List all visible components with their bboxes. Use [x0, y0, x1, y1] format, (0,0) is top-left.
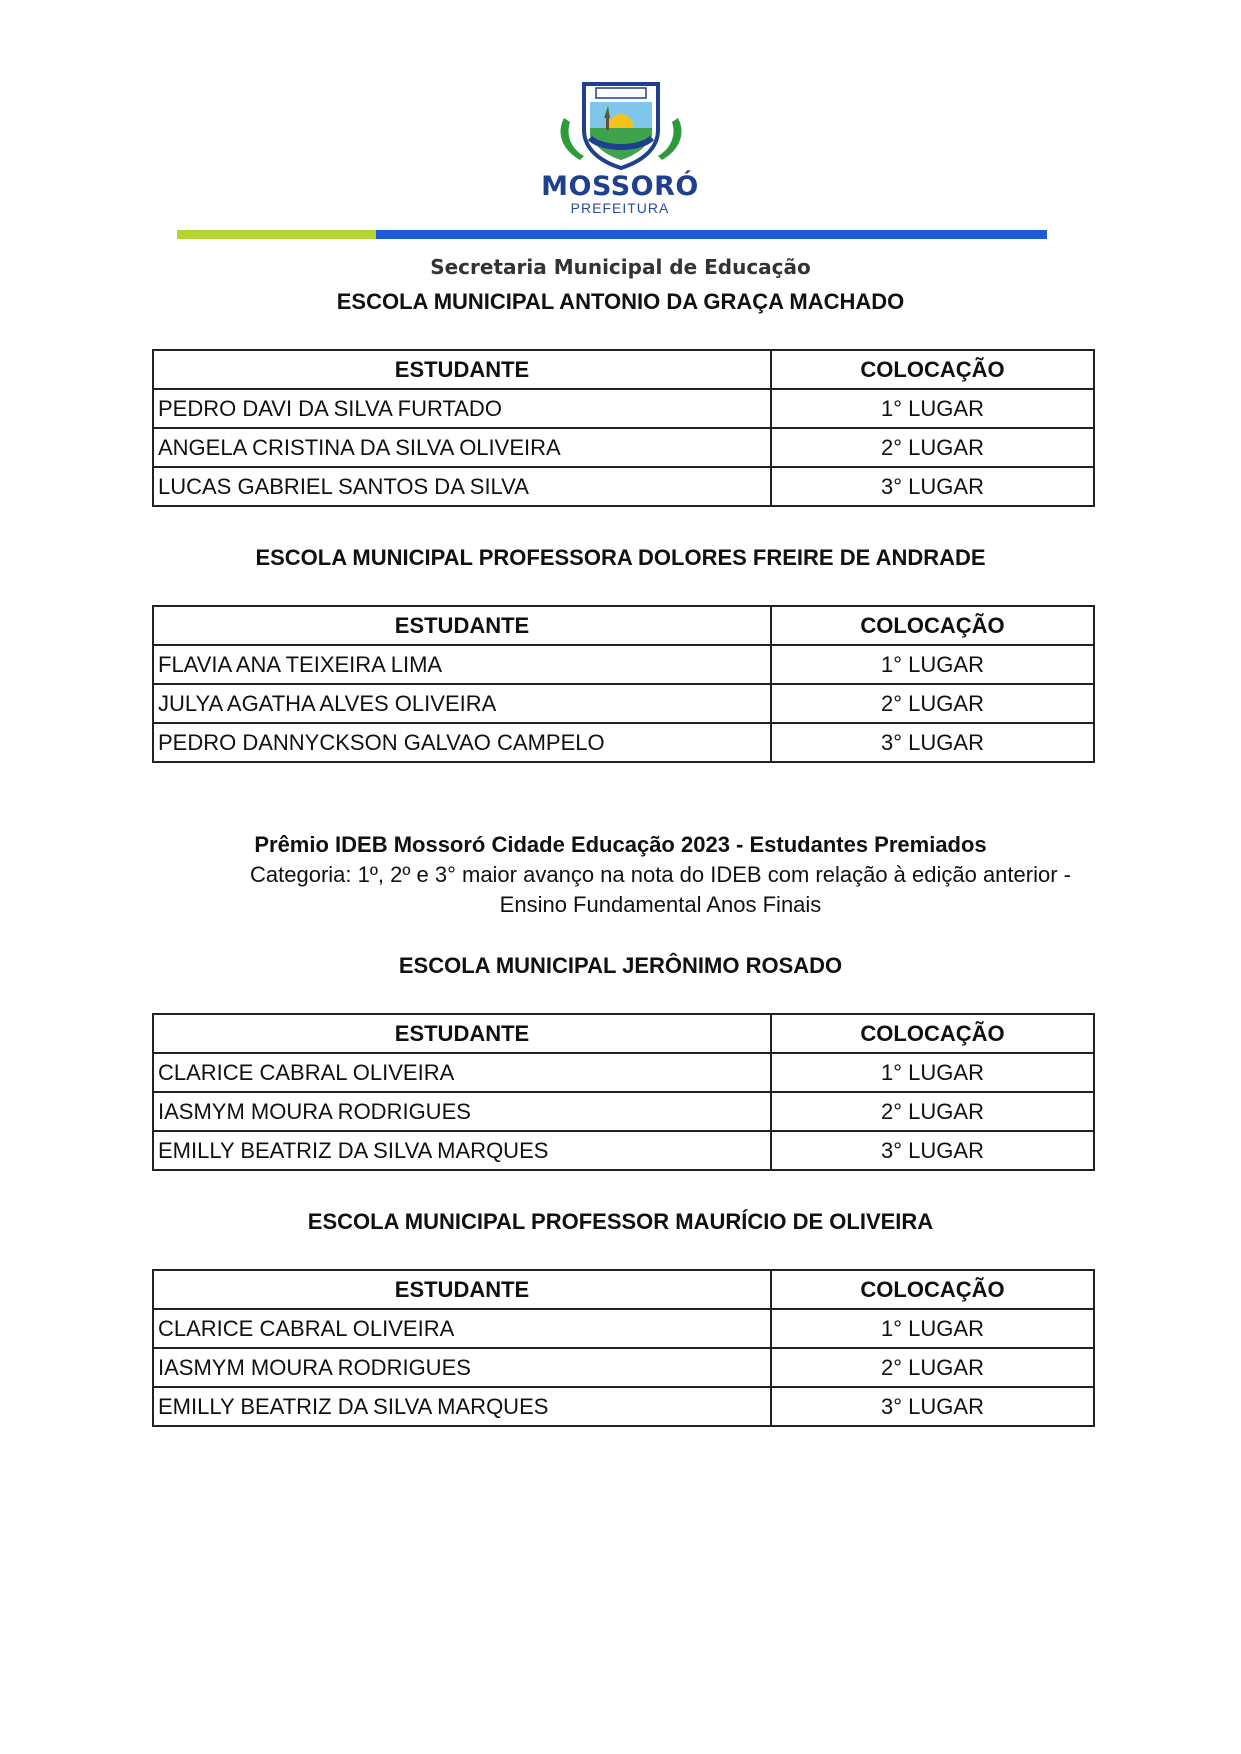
student-name: ANGELA CRISTINA DA SILVA OLIVEIRA — [153, 428, 771, 467]
student-column-header: ESTUDANTE — [153, 606, 771, 645]
student-place: 3° LUGAR — [771, 723, 1094, 762]
secretaria-title: Secretaria Municipal de Educação — [430, 255, 811, 279]
school-heading: ESCOLA MUNICIPAL ANTONIO DA GRAÇA MACHADO — [336, 289, 905, 314]
table-row — [153, 1309, 1094, 1348]
student-name: PEDRO DAVI DA SILVA FURTADO — [153, 389, 771, 428]
place-column-header: COLOCAÇÃO — [771, 350, 1094, 389]
student-place: 1° LUGAR — [771, 1309, 1094, 1348]
student-place: 1° LUGAR — [771, 645, 1094, 684]
award-category: Categoria: 1º, 2º e 3° maior avanço na nota do IDEB com relação à edição anterior - — [250, 862, 1071, 887]
student-place: 1° LUGAR — [771, 1053, 1094, 1092]
table-row — [153, 645, 1094, 684]
table-header-row — [153, 350, 1094, 389]
student-name: EMILLY BEATRIZ DA SILVA MARQUES — [153, 1387, 771, 1426]
student-place: 2° LUGAR — [771, 684, 1094, 723]
table-row — [153, 389, 1094, 428]
student-place: 3° LUGAR — [771, 467, 1094, 506]
results-table — [152, 349, 1095, 507]
student-name: JULYA AGATHA ALVES OLIVEIRA — [153, 684, 771, 723]
brand-subtitle: PREFEITURA — [570, 200, 670, 216]
student-place: 3° LUGAR — [771, 1131, 1094, 1170]
table-header-row — [153, 606, 1094, 645]
award-title: Prêmio IDEB Mossoró Cidade Educação 2023 - Estudantes Premiados — [254, 832, 987, 857]
brand-name: MOSSORÓ — [541, 171, 699, 202]
table-row — [153, 684, 1094, 723]
student-column-header: ESTUDANTE — [153, 1014, 771, 1053]
table-row — [153, 1053, 1094, 1092]
student-place: 2° LUGAR — [771, 1092, 1094, 1131]
student-name: LUCAS GABRIEL SANTOS DA SILVA — [153, 467, 771, 506]
results-table — [152, 1269, 1095, 1427]
table-header-row — [153, 1014, 1094, 1053]
student-name: CLARICE CABRAL OLIVEIRA — [153, 1053, 771, 1092]
student-name: IASMYM MOURA RODRIGUES — [153, 1348, 771, 1387]
student-name: FLAVIA ANA TEIXEIRA LIMA — [153, 645, 771, 684]
table-row — [153, 467, 1094, 506]
student-column-header: ESTUDANTE — [153, 1270, 771, 1309]
student-place: 1° LUGAR — [771, 389, 1094, 428]
school-heading: ESCOLA MUNICIPAL JERÔNIMO ROSADO — [398, 953, 843, 978]
table-row — [153, 1131, 1094, 1170]
table-row — [153, 1092, 1094, 1131]
student-place: 3° LUGAR — [771, 1387, 1094, 1426]
mossoro-coat-of-arms-icon — [545, 78, 697, 170]
school-heading: ESCOLA MUNICIPAL PROFESSOR MAURÍCIO DE OLIVEIRA — [307, 1209, 934, 1234]
award-level: Ensino Fundamental Anos Finais — [499, 892, 822, 917]
table-row — [153, 428, 1094, 467]
place-column-header: COLOCAÇÃO — [771, 1014, 1094, 1053]
header-bar-green — [177, 230, 376, 239]
student-name: IASMYM MOURA RODRIGUES — [153, 1092, 771, 1131]
student-place: 2° LUGAR — [771, 428, 1094, 467]
place-column-header: COLOCAÇÃO — [771, 1270, 1094, 1309]
student-name: EMILLY BEATRIZ DA SILVA MARQUES — [153, 1131, 771, 1170]
student-name: PEDRO DANNYCKSON GALVAO CAMPELO — [153, 723, 771, 762]
table-row — [153, 1387, 1094, 1426]
results-table — [152, 1013, 1095, 1171]
school-heading: ESCOLA MUNICIPAL PROFESSORA DOLORES FREIRE DE ANDRADE — [255, 545, 986, 570]
student-column-header: ESTUDANTE — [153, 350, 771, 389]
student-place: 2° LUGAR — [771, 1348, 1094, 1387]
table-row — [153, 723, 1094, 762]
header-bar-blue — [376, 230, 1047, 239]
table-header-row — [153, 1270, 1094, 1309]
table-row — [153, 1348, 1094, 1387]
place-column-header: COLOCAÇÃO — [771, 606, 1094, 645]
student-name: CLARICE CABRAL OLIVEIRA — [153, 1309, 771, 1348]
results-table — [152, 605, 1095, 763]
